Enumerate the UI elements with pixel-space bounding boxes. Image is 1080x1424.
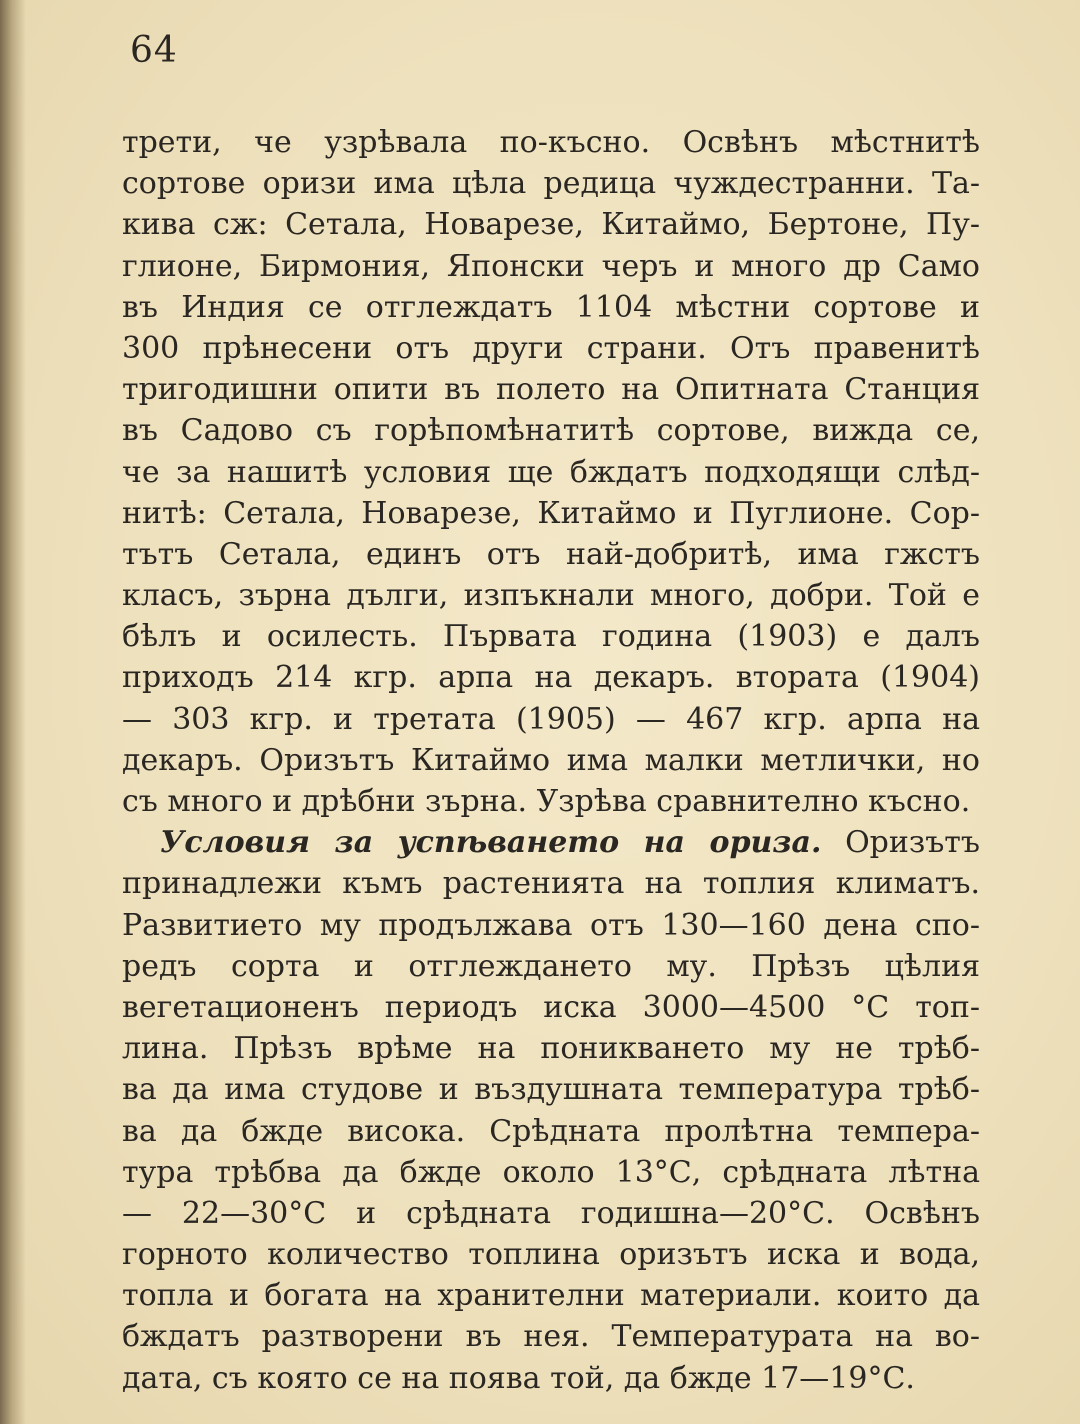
text-line: лина. Прѣзъ врѣме на поникването му не трѣб- [122, 1031, 980, 1067]
section-heading: Условия за успѣването на ориза. [160, 825, 822, 861]
text-fragment: Оризътъ [821, 825, 980, 861]
text-line: въ Садово съ горѣпомѣнатитѣ сортове, вижда се, [122, 413, 980, 449]
text-line: топла и богата на хранителни материали. които да [122, 1278, 980, 1314]
text-line: ва да има студове и въздушната температура трѣб- [122, 1072, 980, 1108]
text-line: трети, че узрѣвала по-късно. Освѣнъ мѣстнитѣ [122, 125, 980, 160]
text-line: 300 прѣнесени отъ други страни. Отъ правенитѣ [122, 330, 980, 366]
text-line: сортове оризи има цѣла редица чуждестранни. Та- [122, 166, 980, 202]
page-number: 64 [130, 30, 178, 71]
page-gutter-shadow [0, 0, 26, 1424]
text-line: че за нашитѣ условия ще бждатъ подходящи слѣд- [122, 454, 980, 490]
text-line: приходъ 214 кгр. арпа на декаръ. втората (1904) [122, 660, 980, 696]
text-line: горното количество топлина оризътъ иска и вода, [122, 1237, 980, 1273]
text-line: въ Индия се отглеждатъ 1104 мѣстни сортове и [122, 289, 980, 325]
text-line: кива сж: Сетала, Новарезе, Китаймо, Бертоне, Пу- [122, 207, 980, 243]
text-line: дата, съ която се на поява той, да бжде 17—19°С. [122, 1360, 915, 1396]
text-line: бѣлъ и осилесть. Първата година (1903) е далъ [122, 619, 980, 655]
text-line: тригодишни опити въ полето на Опитната Станция [122, 372, 980, 408]
text-line: съ много и дрѣбни зърна. Узрѣва сравнително късно. [122, 784, 971, 819]
text-line: принадлежи къмъ растенията на топлия климатъ. [122, 866, 980, 902]
text-line: бждатъ разтворени въ нея. Температурата на во- [122, 1319, 980, 1355]
text-line: нитѣ: Сетала, Новарезе, Китаймо и Пуглионе. Сор- [122, 495, 980, 531]
paragraph-rice-varieties [122, 122, 980, 822]
text-line: тура трѣбва да бжде около 13°С, срѣдната лѣтна [122, 1154, 980, 1190]
text-line: Развитието му продължава отъ 130—160 дена спо- [122, 907, 980, 943]
text-line: — 22—30°С и срѣдната годишна—20°С. Освѣнъ [122, 1195, 980, 1231]
text-line: декаръ. Оризътъ Китаймо има малки метлички, но [122, 742, 980, 778]
text-line: вегетационенъ периодъ иска 3000—4500 °С топ- [122, 989, 980, 1025]
text-line: тътъ Сетала, единъ отъ най-добритѣ, има гжстъ [122, 536, 980, 572]
text-line: — 303 кгр. и третата (1905) — 467 кгр. арпа на [122, 701, 980, 737]
text-line: редъ сорта и отглеждането му. Прѣзъ цѣлия [122, 948, 980, 984]
paragraph-growing-conditions [122, 822, 980, 1399]
text-line: глионе, Бирмония, Японски черъ и много др Само [122, 248, 980, 284]
body-text [122, 122, 980, 1399]
text-line: ва да бжде висока. Срѣдната пролѣтна темпера- [122, 1113, 980, 1149]
section-heading-line [122, 822, 980, 863]
text-line: класъ, зърна дълги, изпъкнали много, добри. Той е [122, 578, 980, 614]
